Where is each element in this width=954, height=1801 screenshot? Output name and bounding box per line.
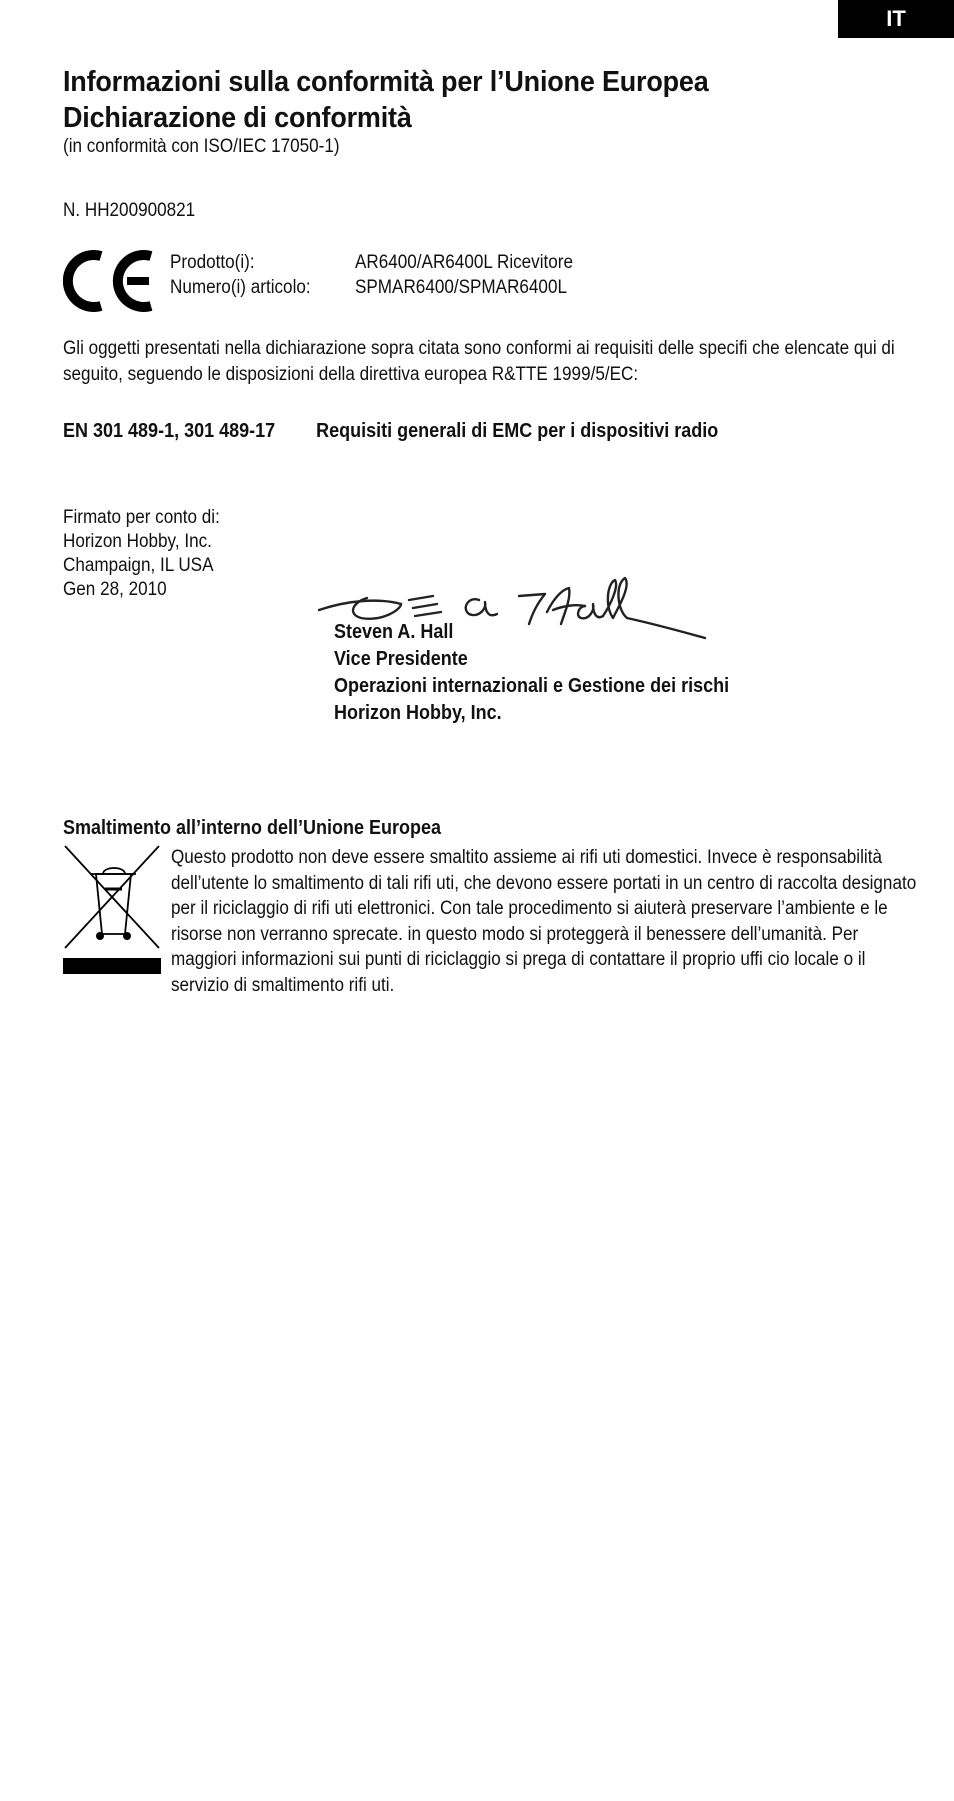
- signer-name: Steven A. Hall: [334, 621, 454, 643]
- signer-department: Operazioni internazionali e Gestione dei rischi: [334, 675, 730, 697]
- signed-on-behalf: [63, 506, 220, 602]
- page-subtitle: (in conformità con ISO/IEC 17050-1): [63, 136, 340, 157]
- weee-crossed-bin-icon: [63, 844, 161, 976]
- signer-title: Vice Presidente: [334, 648, 468, 670]
- language-tab: IT: [838, 0, 954, 38]
- conformity-statement: Gli oggetti presentati nella dichiarazione sopra citata sono conformi ai requisiti delle specifi che elencate qui di seguito, seguendo le disposizioni della direttiva europea R&TTE 1999/5/EC:: [63, 338, 895, 385]
- item-number-label: Numero(i) articolo:: [170, 277, 311, 298]
- signed-line-2: Horizon Hobby, Inc.: [63, 531, 212, 552]
- signed-line-3: Champaign, IL USA: [63, 555, 214, 576]
- title-line-2: Dichiarazione di conformità: [63, 102, 412, 134]
- ce-mark-icon: [63, 250, 153, 312]
- disposal-text: Questo prodotto non deve essere smaltito assieme ai rifi uti domestici. Invece è responsabilità dell’utente lo smaltimento di tali rifi uti, che devono essere portati in un centro di raccolta designato per il riciclaggio di rifi uti elettronici. Con tale procedimento si aiuterà preservare l’ambiente e le risorse non verranno sprecate. in questo modo si proteggerà il benessere dell’umanità. Per maggiori informazioni sui punti di riciclaggio si prega di contattare il proprio uffi cio locale o il servizio di smaltimento rifi uti.: [171, 847, 917, 996]
- product-info: [63, 250, 903, 334]
- standards-description: Requisiti generali di EMC per i dispositivi radio: [316, 420, 719, 442]
- signer-company: Horizon Hobby, Inc.: [334, 702, 502, 724]
- standards-codes: EN 301 489-1, 301 489-17: [63, 420, 276, 442]
- page-title: [63, 64, 844, 136]
- item-number-value: SPMAR6400/SPMAR6400L: [355, 277, 567, 298]
- product-label: Prodotto(i):: [170, 252, 255, 273]
- standards-line: [63, 420, 718, 443]
- title-line-1: Informazioni sulla conformità per l’Unione Europea: [63, 66, 709, 98]
- signed-line-1: Firmato per conto di:: [63, 507, 220, 528]
- declaration-page: [63, 64, 917, 996]
- signed-date: Gen 28, 2010: [63, 579, 167, 600]
- product-value: AR6400/AR6400L Ricevitore: [355, 252, 573, 273]
- document-number: N. HH200900821: [63, 200, 196, 221]
- signer-info: [334, 619, 729, 727]
- disposal-heading: Smaltimento all’interno dell’Unione Europea: [63, 817, 442, 839]
